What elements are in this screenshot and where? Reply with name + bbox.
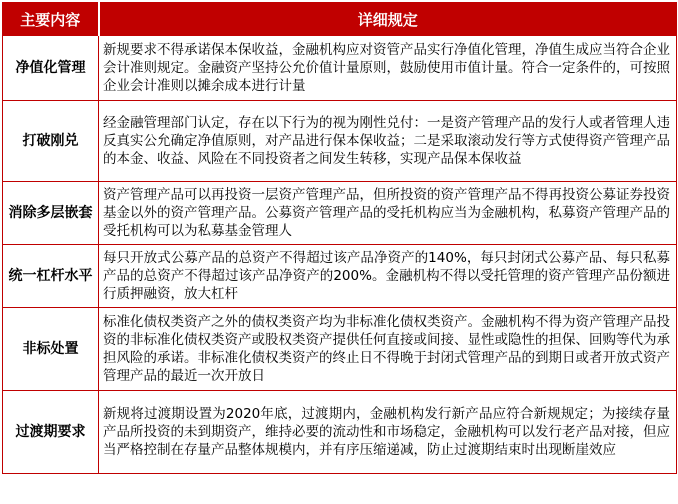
row-content: 资产管理产品可以再投资一层资产管理产品，但所投资的资产管理产品不得再投资公募证券投资基金以外的资产管理产品。公募资产管理产品的受托机构应当为金融机构，私募资产管理产品的受托机构可以为私募基金管理人 xyxy=(99,182,677,245)
row-label: 非标处置 xyxy=(3,308,99,391)
row-label: 净值化管理 xyxy=(3,36,99,101)
row-content: 经金融管理部门认定，存在以下行为的视为刚性兑付：一是资产管理产品的发行人或者管理人违反真实公允确定净值原则，对产品进行保本保收益；二是采取滚动发行等方式使得资产管理产品的本金、收益、风险在不同投资者之间发生转移，实现产品保本保收益 xyxy=(99,101,677,182)
row-label: 统一杠杆水平 xyxy=(3,245,99,308)
table-row xyxy=(3,182,677,245)
row-label: 打破刚兑 xyxy=(3,101,99,182)
table-row xyxy=(3,308,677,391)
table-row xyxy=(3,391,677,474)
row-label: 消除多层嵌套 xyxy=(3,182,99,245)
row-content: 新规要求不得承诺保本保收益，金融机构应对资管产品实行净值化管理，净值生成应当符合企业会计准则规定。金融资产坚持公允价值计量原则，鼓励使用市值计量。符合一定条件的，可按照企业会计准则以摊余成本进行计量 xyxy=(99,36,677,101)
row-content: 每只开放式公募产品的总资产不得超过该产品净资产的140%，每只封闭式公募产品、每只私募产品的总资产不得超过该产品净资产的200%。金融机构不得以受托管理的资产管理产品份额进行质押融资，放大杠杆 xyxy=(99,245,677,308)
row-content: 新规将过渡期设置为2020年底，过渡期内，金融机构发行新产品应符合新规规定；为接续存量产品所投资的未到期资产，维持必要的流动性和市场稳定，金融机构可以发行老产品对接，但应当严格控制在存量产品整体规模内，并有序压缩递减，防止过渡期结束时出现断崖效应 xyxy=(99,391,677,474)
regulation-table xyxy=(2,2,677,474)
row-label: 过渡期要求 xyxy=(3,391,99,474)
regulation-table-wrapper xyxy=(2,2,676,502)
table-row xyxy=(3,101,677,182)
header-main-content: 主要内容 xyxy=(3,3,99,36)
header-detailed-rules: 详细规定 xyxy=(99,3,677,36)
header-row xyxy=(3,3,677,36)
table-row xyxy=(3,245,677,308)
table-row xyxy=(3,36,677,101)
row-content: 标准化债权类资产之外的债权类资产均为非标准化债权类资产。金融机构不得为资产管理产品投资的非标准化债权类资产或股权类资产提供任何直接或间接、显性或隐性的担保、回购等代为承担风险的承诺。非标准化债权类资产的终止日不得晚于封闭式管理产品的到期日或者开放式资产管理产品的最近一次开放日 xyxy=(99,308,677,391)
